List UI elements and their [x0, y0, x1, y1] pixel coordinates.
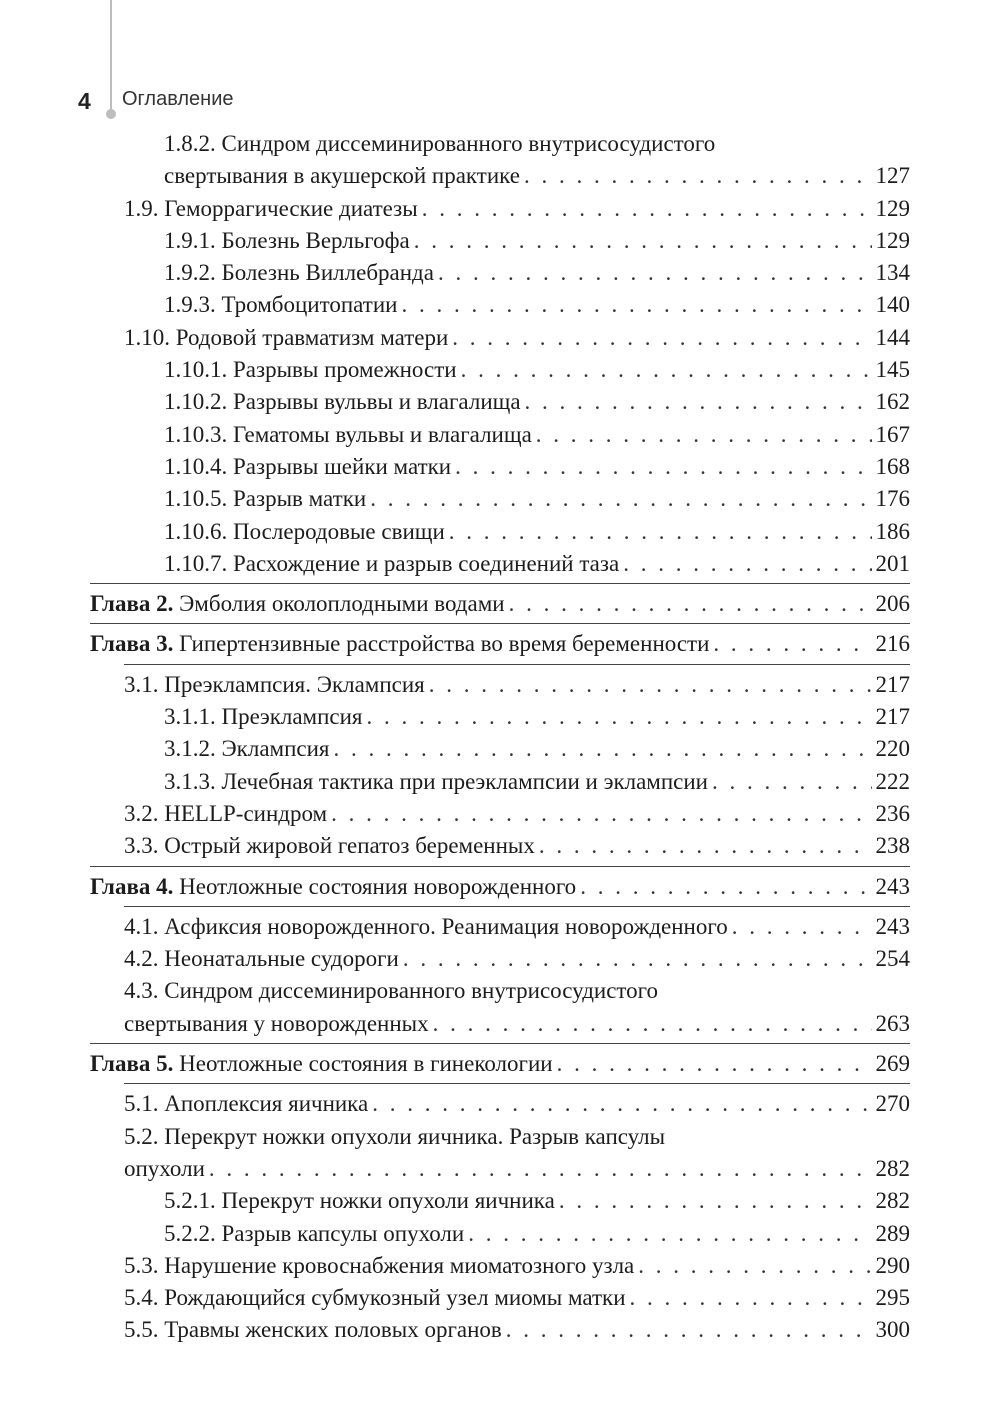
- toc-page-number: 176: [875, 486, 910, 512]
- toc-page-number: 238: [875, 833, 910, 859]
- toc-leader-dots: [429, 669, 872, 701]
- toc-entry-1-9-2[interactable]: [90, 257, 910, 289]
- toc-leader-dots: [433, 1008, 872, 1040]
- toc-leader-dots: [712, 766, 872, 798]
- toc-entry-1-8-2-line1: 1.8.2. Синдром диссеминированного внутрисосудистого: [164, 131, 716, 156]
- toc-entry-1-10-2[interactable]: [90, 386, 910, 418]
- chapter-title: Неотложные состояния новорожденного: [179, 873, 577, 899]
- toc-entry-1-10[interactable]: [90, 322, 910, 354]
- toc-page-number: 243: [875, 873, 910, 899]
- chapter-label: Глава 4.: [90, 873, 174, 899]
- header-rule: [110, 0, 112, 112]
- toc-chapter-5[interactable]: [90, 1048, 910, 1080]
- toc-page-number: 236: [875, 800, 910, 826]
- toc-chapter-2[interactable]: [90, 588, 910, 620]
- toc-leader-dots: [506, 1314, 872, 1346]
- toc-leader-dots: [372, 1088, 871, 1120]
- toc-entry-title: 1.10.4. Разрывы шейки матки: [164, 453, 452, 479]
- toc-entry-title: 3.1.1. Преэклампсия: [164, 704, 363, 730]
- toc-page-number: 206: [875, 591, 910, 617]
- toc-entry-title: 1.9.3. Тромбоцитопатии: [164, 292, 398, 318]
- toc-leader-dots: [461, 354, 872, 386]
- toc-entry-title: [90, 871, 576, 903]
- toc-leader-dots: [422, 193, 872, 225]
- toc-entry-title: 5.3. Нарушение кровоснабжения миоматозного узла: [124, 1252, 635, 1278]
- toc-page-number: 168: [875, 453, 910, 479]
- toc-leader-dots: [623, 548, 871, 580]
- toc-leader-dots: [367, 701, 872, 733]
- toc-entry-5-2-1[interactable]: [90, 1185, 910, 1217]
- toc-page-number: 269: [875, 1051, 910, 1077]
- toc-entry-title: 3.1. Преэклампсия. Эклампсия: [124, 671, 425, 697]
- toc-leader-dots: [630, 1282, 872, 1314]
- toc-leader-dots: [638, 1250, 871, 1282]
- toc-entry-4-3-line1: 4.3. Синдром диссеминированного внутрисосудистого: [124, 978, 659, 1004]
- toc-entry-1-9-1[interactable]: [90, 225, 910, 257]
- toc-entry-1-10-3[interactable]: [90, 419, 910, 451]
- toc-entry-3-1-3[interactable]: [90, 766, 910, 798]
- running-head: Оглавление: [122, 88, 234, 110]
- toc-entry-title: 1.9.2. Болезнь Виллебранда: [164, 260, 434, 286]
- toc-leader-dots: [455, 451, 871, 483]
- toc-leader-dots: [331, 798, 871, 830]
- toc-entry-1-9-3[interactable]: [90, 289, 910, 321]
- toc-entry-5-1[interactable]: [90, 1088, 910, 1120]
- toc-entry-title: 5.2.1. Перекрут ножки опухоли яичника: [164, 1188, 555, 1214]
- toc-entry-3-3[interactable]: [90, 830, 910, 862]
- toc-leader-dots: [580, 871, 871, 903]
- toc-page-number: 282: [875, 1188, 910, 1214]
- toc-entry-title: [90, 1048, 553, 1080]
- chapter-label: Глава 5.: [90, 1051, 174, 1077]
- page-number: 4: [78, 88, 91, 114]
- toc-entry-title: 5.4. Рождающийся субмукозный узел миомы матки: [124, 1285, 626, 1311]
- toc-entry-title: 1.10. Родовой травматизм матери: [124, 324, 449, 350]
- toc-entry-5-2-line1: 5.2. Перекрут ножки опухоли яичника. Разрыв капсулы: [124, 1123, 666, 1149]
- chapter-title: Гипертензивные расстройства во время беременности: [179, 631, 710, 657]
- toc-leader-dots: [438, 257, 872, 289]
- toc-entry-title: 1.10.1. Разрывы промежности: [164, 357, 457, 383]
- toc-entry-4-3[interactable]: [90, 1008, 910, 1040]
- toc-page-number: 186: [875, 518, 910, 544]
- toc-entry-5-4[interactable]: [90, 1282, 910, 1314]
- toc-page-number: 290: [875, 1252, 910, 1278]
- toc-entry-title: свертывания в акушерской практике: [164, 163, 520, 189]
- toc-leader-dots: [370, 483, 871, 515]
- toc-entry-1-10-5[interactable]: [90, 483, 910, 515]
- toc-entry-title: 3.1.3. Лечебная тактика при преэклампсии и эклампсии: [164, 768, 708, 794]
- header-rule-dot: [106, 109, 116, 119]
- toc-entry-title: опухоли: [124, 1155, 205, 1181]
- toc-page-number: 145: [875, 357, 910, 383]
- toc-page-number: 222: [875, 768, 910, 794]
- toc-leader-dots: [452, 322, 871, 354]
- toc-leader-dots: [401, 289, 871, 321]
- toc-entry-title: 1.10.5. Разрыв матки: [164, 486, 367, 512]
- toc-entry-title: 3.3. Острый жировой гепатоз беременных: [124, 833, 535, 859]
- toc-page-number: 300: [875, 1317, 910, 1343]
- toc-page-number: 129: [875, 195, 910, 221]
- toc-leader-dots: [449, 516, 872, 548]
- toc-entry-1-10-7[interactable]: [90, 548, 910, 580]
- toc-entry-5-2[interactable]: [90, 1153, 910, 1185]
- chapter-title: Неотложные состояния в гинекологии: [179, 1051, 553, 1077]
- toc-entry-title: 4.1. Асфиксия новорожденного. Реанимация новорожденного: [124, 913, 728, 939]
- toc-leader-dots: [557, 1048, 872, 1080]
- toc-entry-title: 5.2.2. Разрыв капсулы опухоли: [164, 1220, 465, 1246]
- toc-page-number: 217: [875, 704, 910, 730]
- toc-page-number: 282: [875, 1155, 910, 1181]
- chapter-label: Глава 2.: [90, 591, 174, 617]
- toc-entry-title: 3.2. HELLP-синдром: [124, 800, 328, 826]
- toc-page-number: 217: [875, 671, 910, 697]
- toc-entry-3-1-1[interactable]: [90, 701, 910, 733]
- section-divider: [124, 906, 910, 907]
- toc-leader-dots: [732, 911, 872, 943]
- toc-entry-5-5[interactable]: [90, 1314, 910, 1346]
- toc-leader-dots: [509, 588, 872, 620]
- chapter-divider: [90, 583, 910, 584]
- toc-leader-dots: [713, 628, 871, 660]
- toc-entry-1-10-6[interactable]: [90, 516, 910, 548]
- toc-entry-1-8-2[interactable]: [90, 160, 910, 192]
- toc-entry-3-1-2[interactable]: [90, 733, 910, 765]
- toc-entry-3-1[interactable]: [90, 669, 910, 701]
- table-of-contents: [90, 128, 910, 1347]
- toc-entry-3-2[interactable]: [90, 798, 910, 830]
- chapter-label: Глава 3.: [90, 631, 174, 657]
- toc-page-number: 127: [875, 163, 910, 189]
- toc-entry-title: [90, 588, 505, 620]
- toc-entry-4-2[interactable]: [90, 943, 910, 975]
- toc-page-number: 201: [875, 550, 910, 576]
- toc-page-number: 162: [875, 389, 910, 415]
- toc-page-number: 263: [875, 1010, 910, 1036]
- toc-leader-dots: [209, 1153, 872, 1185]
- chapter-divider: [90, 866, 910, 867]
- toc-page-number: 144: [875, 324, 910, 350]
- chapter-title: Эмболия околоплодными водами: [179, 591, 505, 617]
- toc-entry-title: 1.10.7. Расхождение и разрыв соединений таза: [164, 550, 620, 576]
- toc-entry-title: 1.9.1. Болезнь Верльгофа: [164, 227, 410, 253]
- toc-entry-4-1[interactable]: [90, 911, 910, 943]
- toc-entry-title: 4.2. Неонатальные судороги: [124, 946, 399, 972]
- toc-leader-dots: [559, 1185, 872, 1217]
- toc-leader-dots: [539, 830, 872, 862]
- toc-chapter-3[interactable]: [90, 628, 910, 660]
- toc-page-number: 243: [875, 913, 910, 939]
- toc-entry-5-2-2[interactable]: [90, 1218, 910, 1250]
- toc-page-number: 220: [875, 736, 910, 762]
- toc-chapter-4[interactable]: [90, 871, 910, 903]
- toc-entry-1-10-4[interactable]: [90, 451, 910, 483]
- toc-entry-title: 1.9. Геморрагические диатезы: [124, 195, 418, 221]
- chapter-divider: [90, 623, 910, 624]
- toc-entry-title: [90, 628, 709, 660]
- toc-entry-title: свертывания у новорожденных: [124, 1010, 429, 1036]
- toc-entry-title: 1.10.6. Послеродовые свищи: [164, 518, 445, 544]
- toc-page-number: 289: [875, 1220, 910, 1246]
- toc-leader-dots: [468, 1218, 871, 1250]
- chapter-divider: [90, 1043, 910, 1044]
- toc-page-number: 140: [875, 292, 910, 318]
- toc-entry-1-9[interactable]: [90, 193, 910, 225]
- toc-page-number: 134: [875, 260, 910, 286]
- toc-leader-dots: [334, 733, 872, 765]
- toc-page-number: 129: [875, 227, 910, 253]
- toc-entry-title: 5.1. Апоплексия яичника: [124, 1091, 369, 1117]
- toc-entry-5-3[interactable]: [90, 1250, 910, 1282]
- toc-entry-title: 5.5. Травмы женских половых органов: [124, 1317, 502, 1343]
- toc-leader-dots: [524, 160, 872, 192]
- section-divider: [124, 664, 910, 665]
- toc-entry-1-10-1[interactable]: [90, 354, 910, 386]
- toc-leader-dots: [536, 419, 872, 451]
- toc-page-number: 167: [875, 421, 910, 447]
- toc-entry-title: 1.10.2. Разрывы вульвы и влагалища: [164, 389, 521, 415]
- toc-page-number: 254: [875, 946, 910, 972]
- toc-page-number: 216: [875, 631, 910, 657]
- toc-leader-dots: [414, 225, 872, 257]
- toc-page-number: 270: [875, 1091, 910, 1117]
- toc-page-number: 295: [875, 1285, 910, 1311]
- toc-leader-dots: [403, 943, 872, 975]
- toc-entry-title: 1.10.3. Гематомы вульвы и влагалища: [164, 421, 532, 447]
- section-divider: [124, 1083, 910, 1084]
- toc-entry-title: 3.1.2. Эклампсия: [164, 736, 330, 762]
- toc-leader-dots: [525, 386, 872, 418]
